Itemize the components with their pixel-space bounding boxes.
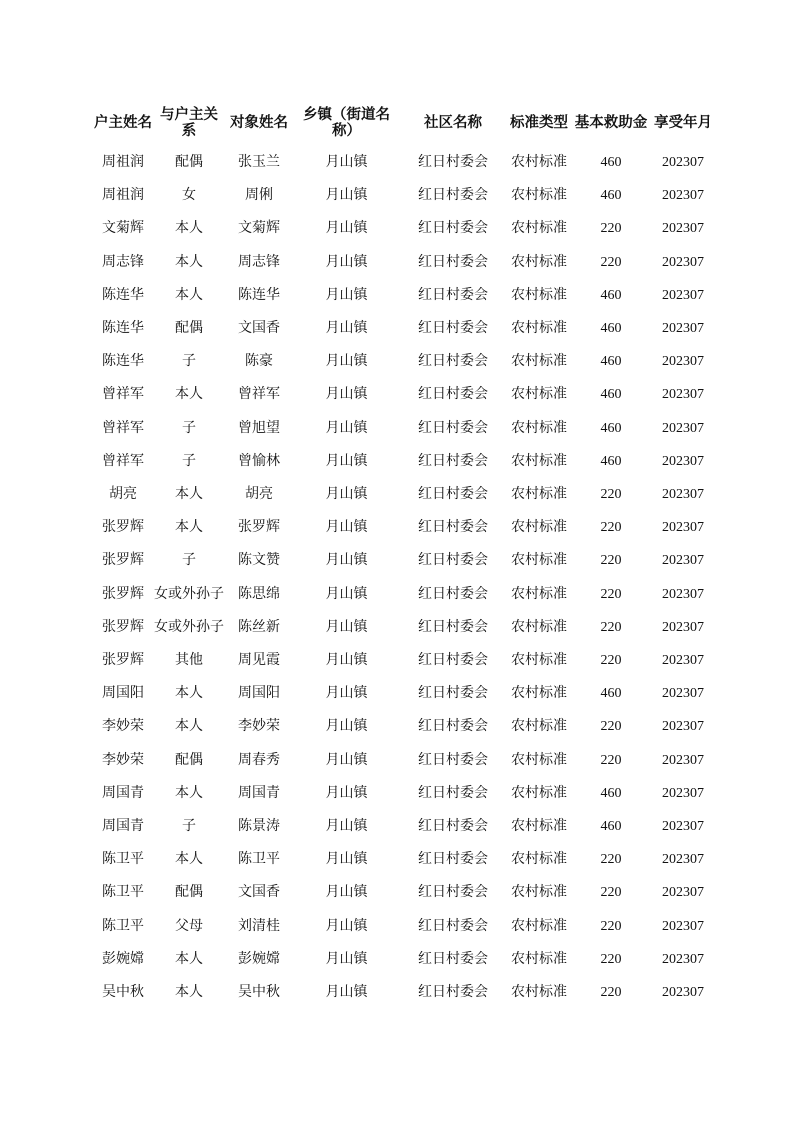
basic-relief-cell: 220 [600, 221, 622, 237]
household-head-cell: 周国青 [102, 784, 144, 801]
community-cell: 红日村委会 [418, 486, 488, 503]
recipient-name-cell: 文菊辉 [238, 220, 280, 237]
community-cell: 红日村委会 [418, 884, 488, 901]
standard-type-cell: 农村标准 [511, 286, 567, 303]
town-cell: 月山镇 [325, 751, 368, 768]
table-row [92, 478, 715, 511]
town-cell: 月山镇 [325, 618, 368, 635]
recipient-name-cell: 曾祥军 [238, 386, 280, 403]
basic-relief-cell: 220 [600, 254, 622, 270]
town-cell: 月山镇 [325, 652, 368, 669]
table-row [92, 843, 715, 876]
period-cell: 202307 [662, 686, 704, 702]
community-cell: 红日村委会 [418, 984, 488, 1001]
community-cell: 红日村委会 [418, 286, 488, 303]
standard-type-cell: 农村标准 [511, 154, 567, 170]
period-cell: 202307 [662, 653, 704, 669]
table-row [92, 412, 715, 445]
town-cell: 月山镇 [325, 286, 368, 303]
basic-relief-cell: 460 [600, 785, 622, 801]
basic-relief-cell: 220 [600, 619, 622, 635]
community-cell: 红日村委会 [418, 386, 488, 403]
basic-relief-cell: 220 [600, 918, 622, 934]
standard-type-cell: 农村标准 [511, 452, 567, 469]
header-recipient-name: 对象姓名 [230, 115, 288, 131]
relation-cell: 其他 [175, 652, 203, 669]
basic-relief-cell: 220 [600, 852, 622, 868]
town-cell: 月山镇 [325, 851, 368, 868]
period-cell: 202307 [662, 819, 704, 835]
basic-relief-cell: 220 [600, 951, 622, 967]
table-row [92, 677, 715, 710]
basic-relief-cell: 220 [600, 553, 622, 569]
table-row [92, 578, 715, 611]
household-head-cell: 胡亮 [109, 486, 137, 503]
community-cell: 红日村委会 [418, 419, 488, 436]
header-standard-type: 标准类型 [510, 115, 568, 131]
town-cell: 月山镇 [325, 718, 368, 735]
period-cell: 202307 [662, 354, 704, 370]
town-cell: 月山镇 [325, 784, 368, 801]
relation-cell: 本人 [175, 851, 203, 868]
standard-type-cell: 农村标准 [511, 950, 567, 967]
recipient-name-cell: 文国香 [238, 320, 280, 337]
community-cell: 红日村委会 [418, 618, 488, 635]
table-row [92, 910, 715, 943]
household-head-cell: 张罗辉 [102, 585, 144, 602]
relation-cell: 本人 [175, 220, 203, 237]
relation-cell: 本人 [175, 253, 203, 270]
household-head-cell: 文菊辉 [102, 220, 144, 237]
town-cell: 月山镇 [325, 984, 368, 1001]
relation-cell: 子 [182, 818, 196, 835]
standard-type-cell: 农村标准 [511, 419, 567, 436]
recipient-name-cell: 李妙荣 [238, 718, 280, 735]
period-cell: 202307 [662, 287, 704, 303]
basic-relief-cell: 460 [600, 354, 622, 370]
basic-relief-cell: 220 [600, 653, 622, 669]
standard-type-cell: 农村标准 [511, 486, 567, 503]
town-cell: 月山镇 [325, 353, 368, 370]
table-row [92, 511, 715, 544]
period-cell: 202307 [662, 520, 704, 536]
table-row [92, 279, 715, 312]
community-cell: 红日村委会 [418, 353, 488, 370]
town-cell: 月山镇 [325, 187, 368, 204]
relation-cell: 女或外孙子 [154, 585, 224, 602]
period-cell: 202307 [662, 852, 704, 868]
standard-type-cell: 农村标准 [511, 320, 567, 337]
recipient-name-cell: 张玉兰 [238, 154, 280, 170]
household-head-cell: 周志锋 [102, 253, 144, 270]
community-cell: 红日村委会 [418, 452, 488, 469]
table-body [92, 146, 715, 1009]
relation-cell: 子 [182, 552, 196, 569]
recipient-name-cell: 周国阳 [238, 685, 280, 702]
community-cell: 红日村委会 [418, 950, 488, 967]
town-cell: 月山镇 [325, 486, 368, 503]
town-cell: 月山镇 [325, 884, 368, 901]
period-cell: 202307 [662, 487, 704, 503]
basic-relief-cell: 460 [600, 819, 622, 835]
community-cell: 红日村委会 [418, 519, 488, 536]
period-cell: 202307 [662, 553, 704, 569]
period-cell: 202307 [662, 619, 704, 635]
community-cell: 红日村委会 [418, 818, 488, 835]
community-cell: 红日村委会 [418, 187, 488, 204]
standard-type-cell: 农村标准 [511, 652, 567, 669]
table-row [92, 943, 715, 976]
town-cell: 月山镇 [325, 253, 368, 270]
community-cell: 红日村委会 [418, 253, 488, 270]
relation-cell: 本人 [175, 950, 203, 967]
household-head-cell: 彭婉嫦 [102, 950, 144, 967]
standard-type-cell: 农村标准 [511, 917, 567, 934]
recipient-name-cell: 陈丝新 [238, 618, 280, 635]
basic-relief-cell: 460 [600, 321, 622, 337]
town-cell: 月山镇 [325, 220, 368, 237]
community-cell: 红日村委会 [418, 652, 488, 669]
table-row [92, 976, 715, 1009]
household-head-cell: 曾祥军 [102, 452, 144, 469]
period-cell: 202307 [662, 188, 704, 204]
household-head-cell: 陈连华 [102, 320, 144, 337]
table-row [92, 544, 715, 577]
table-row [92, 710, 715, 743]
period-cell: 202307 [662, 420, 704, 436]
household-head-cell: 李妙荣 [102, 751, 144, 768]
relation-cell: 配偶 [175, 751, 203, 768]
recipient-name-cell: 周国青 [238, 784, 280, 801]
town-cell: 月山镇 [325, 685, 368, 702]
recipient-name-cell: 周俐 [245, 187, 273, 204]
standard-type-cell: 农村标准 [511, 784, 567, 801]
household-head-cell: 张罗辉 [102, 652, 144, 669]
standard-type-cell: 农村标准 [511, 187, 567, 204]
recipient-name-cell: 曾愉林 [238, 452, 280, 469]
table-row [92, 146, 715, 179]
basic-relief-cell: 220 [600, 985, 622, 1001]
table-row [92, 179, 715, 212]
recipient-name-cell: 周春秀 [238, 751, 280, 768]
recipient-name-cell: 陈豪 [245, 353, 273, 370]
town-cell: 月山镇 [325, 917, 368, 934]
table-header-row [92, 100, 715, 146]
basic-relief-cell: 220 [600, 487, 622, 503]
town-cell: 月山镇 [325, 552, 368, 569]
basic-relief-cell: 460 [600, 287, 622, 303]
period-cell: 202307 [662, 453, 704, 469]
recipient-name-cell: 陈连华 [238, 286, 280, 303]
town-cell: 月山镇 [325, 452, 368, 469]
relation-cell: 本人 [175, 984, 203, 1001]
header-community: 社区名称 [424, 115, 482, 131]
period-cell: 202307 [662, 221, 704, 237]
period-cell: 202307 [662, 719, 704, 735]
table-row [92, 810, 715, 843]
standard-type-cell: 农村标准 [511, 851, 567, 868]
household-head-cell: 曾祥军 [102, 419, 144, 436]
community-cell: 红日村委会 [418, 751, 488, 768]
period-cell: 202307 [662, 985, 704, 1001]
household-head-cell: 陈连华 [102, 353, 144, 370]
standard-type-cell: 农村标准 [511, 718, 567, 735]
community-cell: 红日村委会 [418, 851, 488, 868]
basic-relief-cell: 460 [600, 686, 622, 702]
household-head-cell: 张罗辉 [102, 618, 144, 635]
standard-type-cell: 农村标准 [511, 386, 567, 403]
town-cell: 月山镇 [325, 419, 368, 436]
household-head-cell: 周祖润 [102, 154, 144, 170]
table-row [92, 777, 715, 810]
recipient-name-cell: 张罗辉 [238, 519, 280, 536]
relation-cell: 本人 [175, 519, 203, 536]
basic-relief-cell: 460 [600, 188, 622, 204]
table-row [92, 611, 715, 644]
header-basic-relief: 基本救助金 [574, 115, 648, 131]
community-cell: 红日村委会 [418, 320, 488, 337]
community-cell: 红日村委会 [418, 718, 488, 735]
table-row [92, 246, 715, 279]
household-head-cell: 陈卫平 [102, 884, 144, 901]
community-cell: 红日村委会 [418, 685, 488, 702]
relation-cell: 配偶 [175, 884, 203, 901]
period-cell: 202307 [662, 586, 704, 602]
standard-type-cell: 农村标准 [511, 519, 567, 536]
relation-cell: 子 [182, 452, 196, 469]
relief-recipient-sheet [92, 100, 715, 1009]
period-cell: 202307 [662, 254, 704, 270]
relief-recipient-table [92, 100, 715, 1009]
standard-type-cell: 农村标准 [511, 220, 567, 237]
relation-cell: 配偶 [175, 320, 203, 337]
town-cell: 月山镇 [325, 818, 368, 835]
period-cell: 202307 [662, 321, 704, 337]
period-cell: 202307 [662, 918, 704, 934]
household-head-cell: 周祖润 [102, 187, 144, 204]
recipient-name-cell: 文国香 [238, 884, 280, 901]
community-cell: 红日村委会 [418, 220, 488, 237]
community-cell: 红日村委会 [418, 917, 488, 934]
recipient-name-cell: 吴中秋 [238, 984, 280, 1001]
relation-cell: 配偶 [175, 154, 203, 170]
standard-type-cell: 农村标准 [511, 818, 567, 835]
basic-relief-cell: 220 [600, 586, 622, 602]
table-row [92, 378, 715, 411]
town-cell: 月山镇 [325, 154, 368, 170]
standard-type-cell: 农村标准 [511, 884, 567, 901]
household-head-cell: 陈卫平 [102, 851, 144, 868]
basic-relief-cell: 460 [600, 387, 622, 403]
household-head-cell: 周国青 [102, 818, 144, 835]
recipient-name-cell: 周见霞 [238, 652, 280, 669]
recipient-name-cell: 彭婉嫦 [238, 950, 280, 967]
relation-cell: 女或外孙子 [154, 618, 224, 635]
relation-cell: 本人 [175, 685, 203, 702]
standard-type-cell: 农村标准 [511, 253, 567, 270]
relation-cell: 本人 [175, 718, 203, 735]
recipient-name-cell: 陈景涛 [238, 818, 280, 835]
relation-cell: 父母 [175, 917, 203, 934]
period-cell: 202307 [662, 785, 704, 801]
town-cell: 月山镇 [325, 950, 368, 967]
basic-relief-cell: 460 [600, 453, 622, 469]
household-head-cell: 周国阳 [102, 685, 144, 702]
household-head-cell: 陈连华 [102, 286, 144, 303]
table-row [92, 345, 715, 378]
basic-relief-cell: 220 [600, 719, 622, 735]
basic-relief-cell: 220 [600, 752, 622, 768]
town-cell: 月山镇 [325, 519, 368, 536]
standard-type-cell: 农村标准 [511, 353, 567, 370]
standard-type-cell: 农村标准 [511, 585, 567, 602]
header-period: 享受年月 [654, 115, 712, 131]
recipient-name-cell: 陈思绵 [238, 585, 280, 602]
household-head-cell: 陈卫平 [102, 917, 144, 934]
basic-relief-cell: 460 [600, 155, 622, 170]
household-head-cell: 曾祥军 [102, 386, 144, 403]
header-town: 乡镇（街道名称） [303, 107, 390, 139]
town-cell: 月山镇 [325, 585, 368, 602]
table-row [92, 312, 715, 345]
town-cell: 月山镇 [325, 320, 368, 337]
community-cell: 红日村委会 [418, 154, 488, 170]
standard-type-cell: 农村标准 [511, 618, 567, 635]
table-row [92, 445, 715, 478]
recipient-name-cell: 胡亮 [245, 486, 273, 503]
community-cell: 红日村委会 [418, 585, 488, 602]
header-relation: 与户主关系 [160, 107, 218, 139]
relation-cell: 女 [182, 187, 196, 204]
basic-relief-cell: 220 [600, 520, 622, 536]
household-head-cell: 张罗辉 [102, 519, 144, 536]
standard-type-cell: 农村标准 [511, 984, 567, 1001]
standard-type-cell: 农村标准 [511, 685, 567, 702]
period-cell: 202307 [662, 387, 704, 403]
household-head-cell: 李妙荣 [102, 718, 144, 735]
basic-relief-cell: 220 [600, 885, 622, 901]
table-row [92, 876, 715, 909]
relation-cell: 本人 [175, 286, 203, 303]
relation-cell: 子 [182, 353, 196, 370]
period-cell: 202307 [662, 155, 704, 170]
relation-cell: 本人 [175, 784, 203, 801]
recipient-name-cell: 陈文赞 [238, 552, 280, 569]
period-cell: 202307 [662, 885, 704, 901]
table-row [92, 744, 715, 777]
relation-cell: 子 [182, 419, 196, 436]
recipient-name-cell: 刘清桂 [238, 917, 280, 934]
household-head-cell: 张罗辉 [102, 552, 144, 569]
recipient-name-cell: 陈卫平 [238, 851, 280, 868]
basic-relief-cell: 460 [600, 420, 622, 436]
recipient-name-cell: 周志锋 [238, 253, 280, 270]
recipient-name-cell: 曾旭望 [238, 419, 280, 436]
period-cell: 202307 [662, 752, 704, 768]
standard-type-cell: 农村标准 [511, 552, 567, 569]
town-cell: 月山镇 [325, 386, 368, 403]
standard-type-cell: 农村标准 [511, 751, 567, 768]
household-head-cell: 吴中秋 [102, 984, 144, 1001]
header-household-head: 户主姓名 [94, 115, 152, 131]
relation-cell: 本人 [175, 386, 203, 403]
table-row [92, 212, 715, 245]
community-cell: 红日村委会 [418, 552, 488, 569]
table-row [92, 644, 715, 677]
period-cell: 202307 [662, 951, 704, 967]
community-cell: 红日村委会 [418, 784, 488, 801]
relation-cell: 本人 [175, 486, 203, 503]
